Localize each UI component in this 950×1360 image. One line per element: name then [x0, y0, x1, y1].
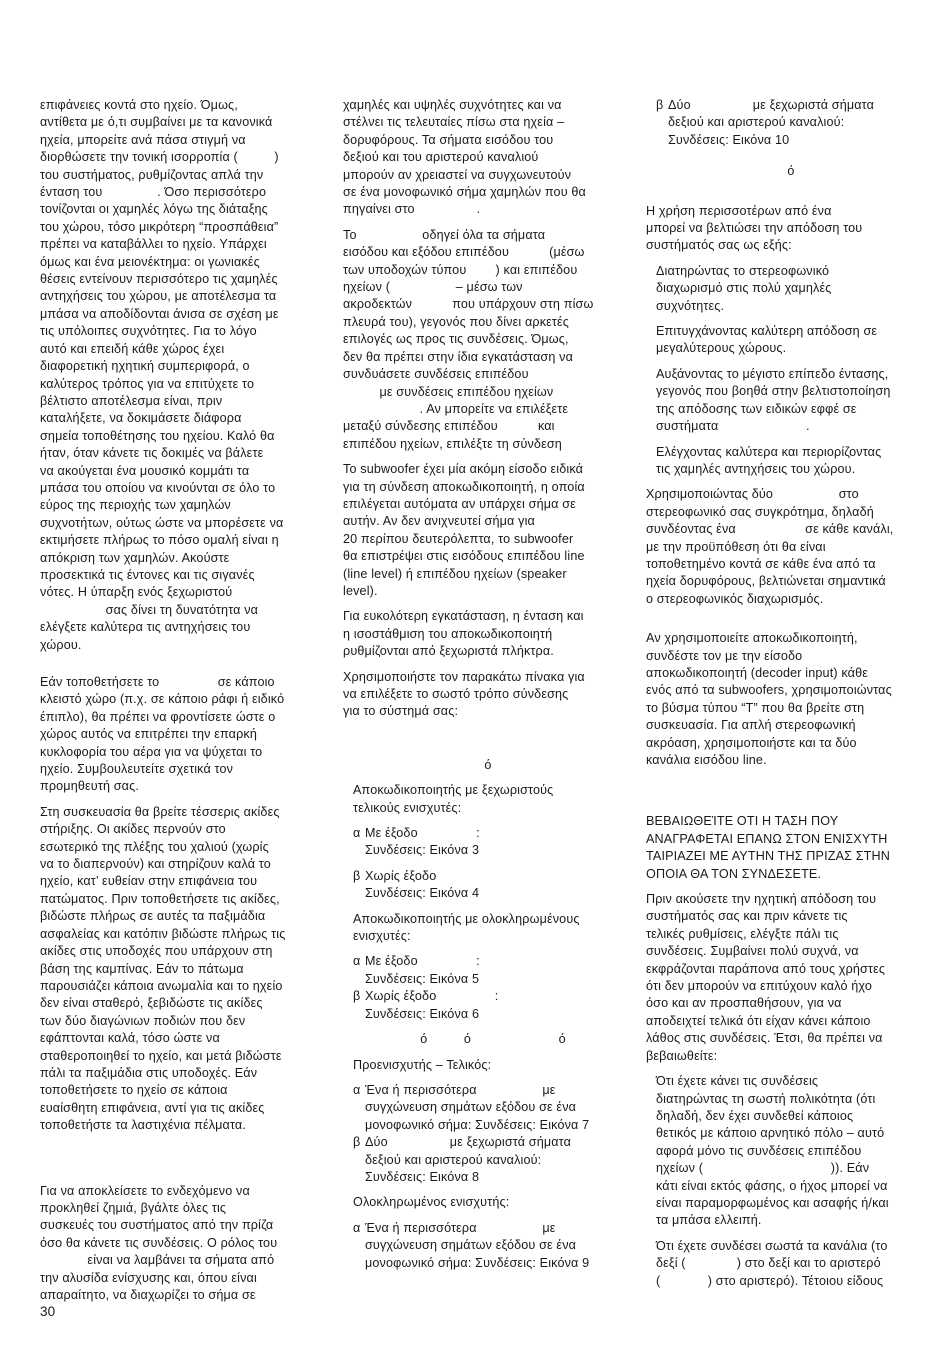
paragraph-volume-eq — [343, 608, 633, 660]
bullet-larger-rooms — [646, 323, 936, 358]
text-line: δορυφόρους. Τα σήματα εισόδου του — [343, 132, 554, 147]
text-line: συστήματός σας και πριν κάνετε τις — [646, 909, 848, 924]
text-line: πρέπει να καταβάλλει το ηχείο. Υπάρχει — [40, 237, 267, 252]
text-line: εισόδου και εξόδου επιπέδου (μέσω — [343, 245, 585, 260]
paragraph-connections-intro — [40, 1183, 330, 1305]
group-title-decoder-integrated — [353, 911, 633, 946]
item-text — [365, 1082, 633, 1134]
text-line: να ακούγεται ένα μουσικό κομμάτι τα — [40, 463, 250, 478]
text-line: να επιλέξετε το σωστό τρόπο σύνδεσης — [343, 687, 569, 701]
list-item — [353, 868, 633, 903]
text-line: ηχείων ( – μέσω των — [343, 280, 523, 295]
text-line: Δύο με ξεχωριστά σήματα — [668, 98, 875, 112]
text-line: Εάν τοποθετήσετε το σε κάποιο — [40, 675, 275, 689]
text-line: συστήματα . — [656, 419, 810, 434]
text-line: επιφάνειες κοντά στο ηχείο. Όμως, — [40, 98, 238, 112]
text-line: αποκωδικοποιητή (decoder input) κάθε — [646, 665, 868, 680]
section-heading: ό — [787, 164, 795, 179]
text-line: στέλνει τις τελευταίες πίσω στα ηχεία – — [343, 115, 565, 130]
text-line: Συνδέσεις: Εικόνα 5 — [365, 971, 480, 986]
item-marker: β — [656, 98, 664, 112]
text-line: ευαίσθητη επιφάνεια, αντί για τις ακίδες — [40, 1100, 265, 1115]
text-line: Αποκωδικοποιητής με ολοκληρωμένους — [353, 911, 580, 926]
group-title-decoder-separate — [353, 782, 633, 817]
text-line: Με έξοδο : — [365, 826, 480, 841]
text-line: νότες. Η ύπαρξη ενός ξεχωριστού — [40, 585, 233, 600]
text-line: σε ένα μονοφωνικό σήμα χαμηλών που θα — [343, 185, 586, 200]
text-line: Ότι έχετε συνδέσει σωστά τα κανάλια (το — [656, 1238, 888, 1253]
item-text — [365, 1134, 633, 1186]
text-line: ένταση του . Όσο περισσότερο — [40, 185, 267, 200]
text-line: πατώματος. Πριν τοποθετήσετε τις ακίδες, — [40, 891, 280, 906]
paragraph-two-subwoofers — [646, 486, 936, 608]
text-line: τοποθετήσετε το ηχείο σε κάποια — [40, 1083, 228, 1098]
text-line: θετικός με κάποιο αρνητικό πόλο – αυτό — [656, 1126, 885, 1141]
text-line: παρουσιάζει κάποια ανωμαλία και το ηχείο — [40, 978, 283, 993]
item-text — [365, 988, 633, 1023]
text-line: προσεκτικά τις έντονες και τις σιγανές — [40, 567, 255, 582]
text-line: Επιτυγχάνοντας καλύτερη απόδοση σε — [656, 324, 878, 339]
text-line: κυκλοφορία του αέρα για να ψύχεται το — [40, 744, 263, 759]
text-line: εσωτερικό της πλέξης του χαλιού (χωρίς — [40, 839, 269, 854]
text-line: για τη σύνδεση αποκωδικοποιητή, η οποία — [343, 479, 585, 494]
paragraph-spikes — [40, 804, 330, 1135]
text-line: αντηχήσεις του χώρου, με αποτέλεσμα τα — [40, 289, 277, 304]
warning-voltage — [646, 813, 936, 883]
section-heading: ό ό ό — [420, 1032, 566, 1047]
text-line: Συνδέσεις: Εικόνα 8 — [365, 1169, 480, 1184]
text-line: να το διαπερνούν) και στηρίζουν καλά το — [40, 857, 271, 872]
column-middle — [343, 97, 633, 1272]
text-line: ακρόαση, χρησιμοποιήστε και τα δύο — [646, 735, 857, 750]
paragraph-enclosed-space — [40, 674, 330, 796]
text-line: καλύτερος τρόπος για να επιτύχετε το — [40, 376, 255, 391]
text-line: μονοφωνικό σήμα: Συνδέσεις: Εικόνα 7 — [365, 1117, 590, 1132]
text-line: ( ) στο αριστερό). Τέτοιου είδους — [656, 1273, 884, 1288]
text-line: (line level) ή επιπέδου ηχείων (speaker — [343, 566, 567, 581]
list-item — [353, 988, 633, 1023]
text-line: τις υπόλοιπες συχνότητες. Για το λόγο — [40, 324, 257, 339]
text-line: Αν χρησιμοποιείτε αποκωδικοποιητή, — [646, 631, 858, 646]
text-line: όσο θα κάνετε τις συνδέσεις. Ο ρόλος του — [40, 1235, 278, 1250]
text-line: ηχείο, κατ’ ευθείαν στην επιφάνεια του — [40, 874, 258, 889]
paragraph-multiple-subwoofers — [646, 203, 936, 255]
group-title-integrated-amp: Ολοκληρωμένος ενισχυτής: — [353, 1195, 510, 1210]
list-item — [353, 1220, 633, 1272]
text-line: δεξιού και αριστερού καναλιού: — [668, 115, 845, 130]
text-line: ακίδες στις υποδοχές που υπάρχουν στη — [40, 944, 273, 959]
text-line: Η χρήση περισσοτέρων από ένα — [646, 203, 832, 218]
item-marker: α — [353, 1082, 361, 1097]
column-right — [646, 97, 936, 1290]
item-text — [668, 97, 936, 149]
text-line: Με έξοδο : — [365, 954, 480, 969]
text-line: με την προϋπόθεση ότι θα είναι — [646, 539, 826, 554]
text-line: πλευρά του), γεγονός που δίνει αρκετές — [343, 314, 570, 329]
bullet-max-volume — [646, 366, 936, 436]
text-line: συσκευές του συστήματος από την πρίζα — [40, 1218, 274, 1233]
text-line: επιπέδου ηχείων, επιλέξτε τη σύνδεση — [343, 436, 562, 451]
text-line: μεγαλύτερους χώρους. — [656, 341, 787, 356]
text-line: Ότι έχετε κάνει τις συνδέσεις — [656, 1074, 819, 1089]
text-line: εκφράζονται παράπονα από τους χρήστες — [646, 961, 886, 976]
text-line: ηχεία δορυφόρους, βελτιώνεται σημαντικά — [646, 574, 886, 589]
text-line: Χωρίς έξοδο — [365, 868, 437, 883]
paragraph-check-connections — [646, 891, 936, 1065]
text-line: ΑΝΑΓΡΑΦΕΤΑΙ ΕΠΑΝΩ ΣΤΟΝ ΕΝΙΣΧΥΤΗ — [646, 831, 888, 846]
text-line: τοποθετήστε τα λαστιχένια πέλματα. — [40, 1118, 247, 1133]
text-line: ο στερεοφωνικός διαχωρισμός. — [646, 591, 824, 606]
text-line: χώρου. — [40, 637, 82, 652]
text-line: κάτι είναι εκτός φάσης, ο ήχος μπορεί να — [656, 1178, 888, 1193]
item-marker: β — [353, 989, 361, 1004]
text-line: Ένα ή περισσότερα με — [365, 1220, 556, 1235]
text-line: δεν θα πρέπει στην ίδια εγκατάσταση να — [343, 349, 574, 364]
text-line: συνδέσεις. Συμβαίνει πολύ συχνά, να — [646, 944, 859, 959]
text-line: Συνδέσεις: Εικόνα 3 — [365, 843, 480, 858]
text-line: η ισοστάθμιση του αποκωδικοποιητή — [343, 626, 553, 641]
text-line: Χρησιμοποιήστε τον παρακάτω πίνακα για — [343, 669, 585, 684]
text-line: Συνδέσεις: Εικόνα 4 — [365, 886, 480, 901]
text-line: συγχώνευση σημάτων εξόδου σε ένα — [365, 1100, 577, 1115]
text-line: Το οδηγεί όλα τα σήματα — [343, 227, 546, 242]
text-line: θα επιστρέψει στις εισόδους επιπέδου line — [343, 549, 585, 564]
group-title-preamp: Προενισχυτής – Τελικός: — [353, 1057, 492, 1072]
text-line: στήριξης. Οι ακίδες περνούν στο — [40, 822, 226, 837]
text-line: τονίζονται οι χαμηλές λόγω της διάταξης — [40, 202, 268, 217]
text-line: χαμηλές και υψηλές συχνότητες και να — [343, 98, 562, 112]
text-line: Για ευκολότερη εγκατάσταση, η ένταση και — [343, 609, 584, 624]
text-line: ενός από τα subwoofers, χρησιμοποιώντας — [646, 683, 892, 698]
item-marker: β — [353, 868, 361, 883]
text-line: συνδυάσετε συνδέσεις επιπέδου — [343, 367, 529, 382]
text-line: σας δίνει τη δυνατότητα να — [40, 602, 259, 617]
text-line: Δύο με ξεχωριστά σήματα — [365, 1135, 572, 1150]
text-line: αποδειχτεί τελικά ότι είχαν κάνει κάποιο — [646, 1013, 871, 1028]
text-line: μπάσα να αποδίδονται άνισα σε σχέση με — [40, 306, 279, 321]
paragraph-decoder-connection — [646, 630, 936, 769]
text-line: είναι να λαμβάνει τα σήματα από — [40, 1253, 275, 1268]
section-heading: ό — [484, 757, 492, 772]
text-line: Το subwoofer έχει μία ακόμη είσοδο ειδικά — [343, 462, 584, 477]
text-line: επιλογές ως προς τις συνδέσεις. Όμως, — [343, 332, 569, 347]
text-line: των δύο διαγώνιων ποδιών που δεν — [40, 1013, 246, 1028]
item-text — [365, 868, 633, 903]
bullet-stereo-separation — [646, 263, 936, 315]
item-marker: α — [353, 1220, 361, 1235]
text-line: . Αν μπορείτε να επιλέξετε — [343, 401, 569, 416]
text-line: ακροδεκτών που υπάρχουν στη πίσω — [343, 297, 594, 312]
list-item — [353, 825, 633, 860]
text-line: διατηρώντας τη σωστή πολικότητα (ότι — [656, 1091, 876, 1106]
text-line: τα μπάσα ελλειπή. — [656, 1213, 762, 1228]
text-line: ΤΑΙΡΙΑΖΕΙ ΜΕ ΑΥΤΗΝ ΤΗΣ ΠΡΙΖΑΣ ΣΤΗΝ — [646, 849, 890, 864]
text-line: δεξιού και αριστερού καναλιού: — [365, 1152, 542, 1167]
paragraph-crossover — [343, 97, 633, 219]
text-line: επιλέγεται αυτόματα αν υπάρχει σήμα σε — [343, 496, 576, 511]
text-line: τοποθετημένο κοντά σε κάθε ένα από τα — [646, 556, 876, 571]
text-line: συγχώνευση σημάτων εξόδου σε ένα — [365, 1238, 577, 1253]
text-line: Πριν ακούσετε την ηχητική απόδοση του — [646, 892, 877, 907]
text-line: διαφορετική ηχητική συμπεριφορά, ο — [40, 359, 250, 374]
item-marker: α — [353, 954, 361, 969]
text-line: πάλι τα παξιμάδια στις υποδοχές. Εάν — [40, 1065, 258, 1080]
text-line: εύρος της περιοχής των χαμηλών — [40, 498, 231, 513]
bullet-polarity — [646, 1073, 936, 1230]
text-line: τελικούς ενισχυτές: — [353, 800, 462, 815]
text-line: βάση της καμπίνας. Εάν το πάτωμα — [40, 961, 244, 976]
text-line: ηχεία, μπορείτε ανά πάσα στιγμή να — [40, 132, 246, 147]
text-line: θέσεις εντείνουν περισσότερο τις χαμηλές — [40, 272, 278, 287]
text-line: 20 περίπου δευτερόλεπτα, το subwoofer — [343, 531, 574, 546]
text-line: το βύσμα τύπου “T” που θα βρείτε στη — [646, 700, 865, 715]
text-line: Στη συσκευασία θα βρείτε τέσσερις ακίδες — [40, 804, 280, 819]
bullet-channels — [646, 1238, 936, 1290]
text-line: την αλυσίδα ενίσχυσης και, όπου είναι — [40, 1270, 257, 1285]
text-line: αυτό και επειδή κάθε χώρος έχει — [40, 341, 225, 356]
text-line: τις χαμηλές αντηχήσεις του χώρου. — [656, 461, 856, 476]
text-line: των υποδοχών τύπου ) και επιπέδου — [343, 262, 578, 277]
list-item — [646, 97, 936, 149]
paragraph-use-table — [343, 669, 633, 721]
text-line: συχνοτήτων, ούτως ώστε να μπορέσετε να — [40, 515, 284, 530]
column-left — [40, 97, 330, 1304]
text-line: τελικές ρυθμίσεις, ελέγξτε πάλι τις — [646, 926, 839, 941]
text-line: δεξί ( ) στο δεξί και το αριστερό — [656, 1256, 881, 1271]
text-line: Ένα ή περισσότερα με — [365, 1082, 556, 1097]
text-line: πηγαίνει στο . — [343, 202, 481, 217]
text-line: προκληθεί ζημιά, βγάλτε όλες τις — [40, 1200, 227, 1215]
text-line: αντίθετα με ό,τι συμβαίνει με τα κανονικά — [40, 115, 273, 130]
text-line: δεν είναι σταθερό, ξεβιδώστε τις ακίδες — [40, 996, 263, 1011]
text-line: λάθος στις συνδέσεις. Έτσι, θα πρέπει να — [646, 1031, 883, 1046]
text-line: Συνδέσεις: Εικόνα 6 — [365, 1006, 480, 1021]
text-line: δηλαδή, δεν έχει συνδεθεί κάποιος — [656, 1108, 854, 1123]
text-line: απαραίτητο, να διαχωρίζει το σήμα σε — [40, 1288, 256, 1302]
text-line: είναι παραμορφωμένος και ασαφής ή/και — [656, 1195, 889, 1210]
text-line: στερεοφωνικό σας συγκρότημα, δηλαδή — [646, 504, 874, 519]
text-line: χώρος αυτός να επιτρέπει την επαρκή — [40, 727, 257, 742]
text-line: ήταν, όταν κάνετε τις δοκιμές να βάλετε — [40, 446, 264, 461]
text-line: σταθεροποιηθεί το ηχείο, και μετά βιδώστε — [40, 1048, 282, 1063]
text-line: ΟΠΟΙΑ ΘΑ ΤΟΝ ΣΥΝΔΕΣΕΤΕ. — [646, 866, 822, 881]
text-line: βιδώστε πλήρως σε αυτές τα παξιμάδια — [40, 909, 266, 924]
text-line: Αποκωδικοποιητής με ξεχωριστούς — [353, 783, 554, 798]
text-line: μεταξύ σύνδεσης επιπέδου και — [343, 419, 555, 434]
text-line: αυτήν. Αν δεν ανιχνευτεί σήμα για — [343, 514, 535, 529]
text-line: βεβαιωθείτε: — [646, 1048, 718, 1063]
text-line: ηχείο. Συμβουλευτείτε σχετικά τον — [40, 762, 234, 777]
text-line: κανάλια εισόδου line. — [646, 753, 767, 767]
text-line: εκτιμήσετε πλήρως το πόσο ομαλή είναι η — [40, 533, 279, 548]
text-line: του χώρου, τόσο μικρότερη “προσπάθεια” — [40, 219, 279, 234]
text-line: ΒΕΒΑΙΩΘΕΊΤΕ ΟΤΙ Η ΤΑΣΗ ΠΟΥ — [646, 814, 839, 829]
text-line: level). — [343, 583, 378, 598]
text-line: Αυξάνοντας το μέγιστο επίπεδο έντασης, — [656, 366, 889, 381]
text-line: έπιπλο), θα πρέπει να φροντίσετε ώστε ο — [40, 709, 276, 724]
text-line: σημεία τοποθέτησης του ηχείου. Καλό θα — [40, 428, 275, 443]
text-line: Διατηρώντας το στερεοφωνικό — [656, 263, 830, 278]
bullet-room-resonance — [646, 444, 936, 479]
text-line: διαχωρισμό στις πολύ χαμηλές — [656, 281, 832, 296]
text-line: ασφαλείας και κατόπιν βιδώστε πλήρως τις — [40, 926, 286, 941]
text-line: συχνότητες. — [656, 298, 725, 313]
text-line: Χρησιμοποιώντας δύο στο — [646, 487, 859, 502]
text-line: ότι δεν μπορούν να επιτύχουν καλό ήχο — [646, 979, 873, 994]
text-line: εφάπτονται καλά, τόσο ώστε να — [40, 1031, 220, 1046]
text-line: μπορεί να βελτιώσει την απόδοση του — [646, 221, 863, 236]
list-item — [353, 1082, 633, 1134]
page-number: 30 — [40, 1304, 56, 1319]
text-line: Χωρίς έξοδο : — [365, 989, 499, 1004]
text-line: συνδέστε τον με την είσοδο — [646, 648, 803, 663]
text-line: της απόδοσης των ειδικών εφφέ σε — [656, 401, 857, 416]
text-line: δεξιού και του αριστερού καναλιού — [343, 150, 539, 165]
paragraph-decoder-input — [343, 461, 633, 600]
text-line: συνδέοντας ένα σε κάθε κανάλι, — [646, 522, 894, 537]
text-line: ρυθμίζονται από ξεχωριστά πλήκτρα. — [343, 644, 554, 659]
text-line: βέλτιστο αποτέλεσμα είναι, πριν — [40, 393, 223, 408]
text-line: όμως και ένα μειονέκτημα: οι γωνιακές — [40, 254, 260, 269]
text-line: γεγονός που βοηθά στην βελτιστοποίηση — [656, 384, 891, 399]
text-line: με συνδέσεις επιπέδου ηχείων — [343, 384, 554, 399]
paragraph-level-options — [343, 227, 633, 453]
item-text — [365, 825, 633, 860]
text-line: συσκευασία. Για απλή στερεοφωνική — [646, 718, 856, 733]
text-line: ελέγξετε καλύτερα τις αντηχήσεις του — [40, 620, 251, 635]
item-marker: β — [353, 1135, 361, 1150]
text-line: Για να αποκλείσετε το ενδεχόμενο να — [40, 1183, 250, 1198]
text-line: Ελέγχοντας καλύτερα και περιορίζοντας — [656, 444, 882, 459]
text-line: για το σύστημά σας: — [343, 704, 459, 719]
text-line: απόκριση των χαμηλών. Ακούστε — [40, 550, 230, 565]
text-line: ενισχυτές: — [353, 929, 411, 944]
item-marker: α — [353, 826, 361, 841]
text-line: του συστήματος, ρυθμίζοντας απλά την — [40, 167, 264, 182]
item-text — [365, 1220, 633, 1272]
text-line: συστήματός σας ως εξής: — [646, 238, 792, 253]
text-line: μπάσα του οποίου να κινούνται σε όλο το — [40, 480, 276, 495]
text-line: ηχείων ( )). Εάν — [656, 1161, 870, 1176]
list-item — [353, 953, 633, 988]
text-line: κλειστό χώρο (π.χ. σε κάποιο ράφι ή ειδικό — [40, 692, 285, 707]
list-item — [353, 1134, 633, 1186]
text-line: καταλήξετε, να δοκιμάσετε διάφορα — [40, 411, 242, 426]
text-line: όσο και αν προσπαθήσουν, για να — [646, 996, 842, 1011]
text-line: μονοφωνικό σήμα: Συνδέσεις: Εικόνα 9 — [365, 1255, 590, 1270]
text-line: αφορά μόνο τις συνδέσεις επιπέδου — [656, 1143, 862, 1158]
text-line: Συνδέσεις: Εικόνα 10 — [668, 132, 790, 147]
text-line: διορθώσετε την τονική ισορροπία ( ) — [40, 150, 279, 165]
paragraph-placement-corners — [40, 97, 330, 654]
text-line: προμηθευτή σας. — [40, 779, 139, 794]
text-line: μπορούν αν χρειαστεί να συγχωνευτούν — [343, 167, 572, 182]
item-text — [365, 953, 633, 988]
